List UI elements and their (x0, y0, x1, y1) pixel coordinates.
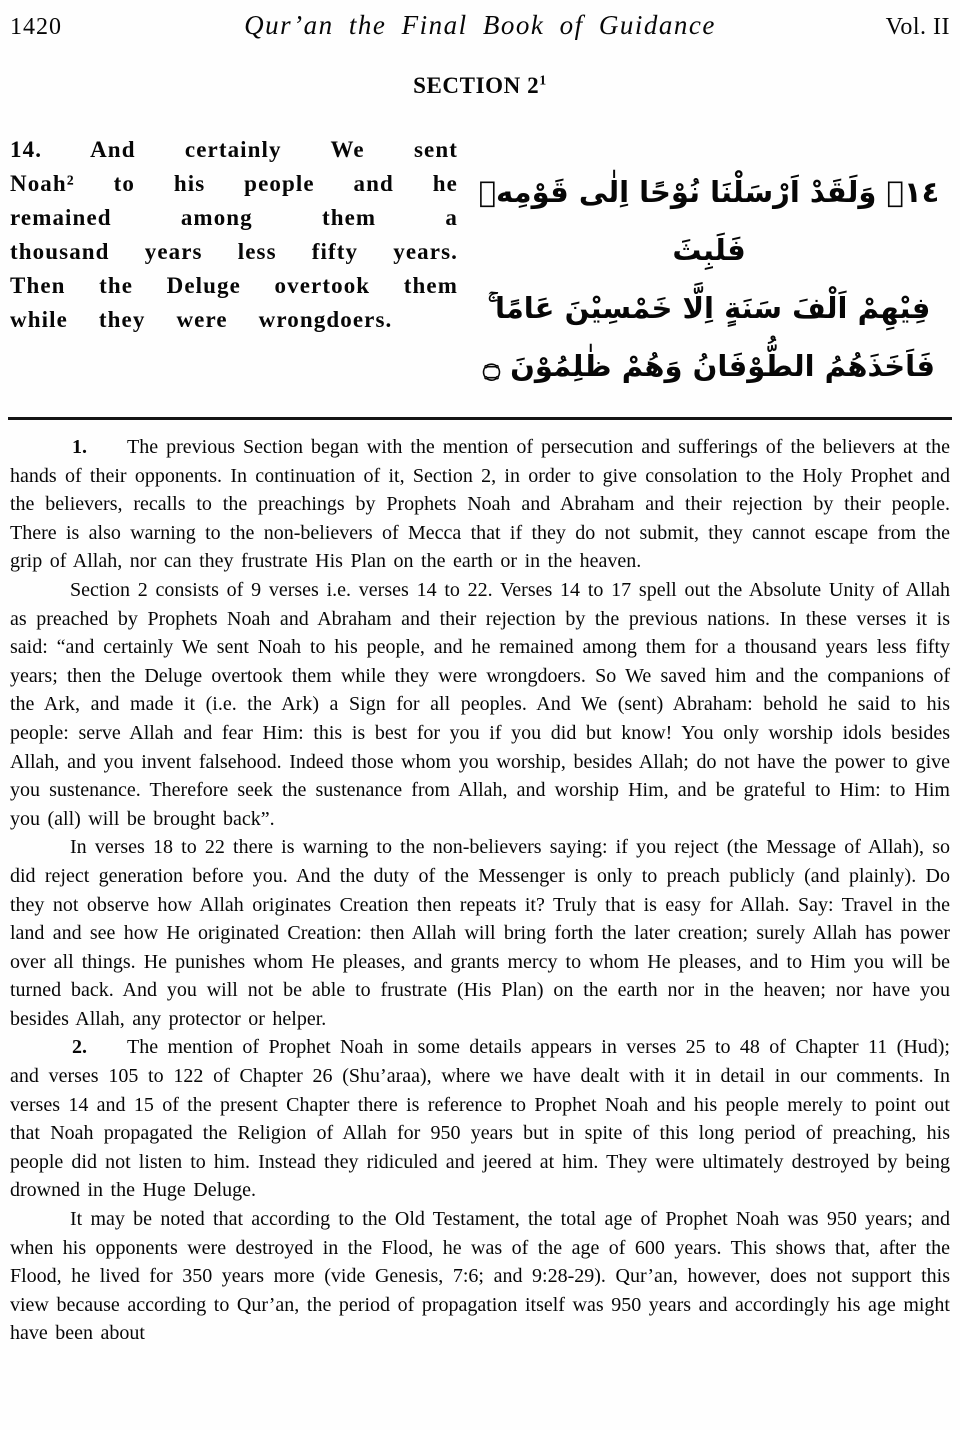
commentary-paragraph: In verses 18 to 22 there is warning to the non-believers saying: if you reject (the Message of Allah), so did reject generation before you. And the duty of the Messenger is only to preach publicly (and plainly). Do they not observe how Allah originates Creation then repeats it? Truly that is easy for Allah. Say: Travel in the land and see how He originated Creation: then Allah will bring forth the later creation; surely Allah has power over all things. He punishes whom He pleases, and grants mercy to whom He pleases, and to Him you will be turned back. And you will not be able to frustrate (His Plan) on the earth nor in the heaven; nor have you besides Allah, any protector or helper. (10, 836, 950, 1030)
arabic-line: فِيْهِمْ اَلْفَ سَنَةٍ اِلَّا خَمْسِيْنَ عَامًا ۚ (487, 291, 931, 325)
book-title: Qur’an the Final Book of Guidance (244, 10, 716, 40)
page-number: 1420 (10, 14, 62, 40)
paragraph-text: The mention of Prophet Noah in some details appears in verses 25 to 48 of Chapter 11 (Hud); and verses 105 to 122 of Chapter 26 (Shu’araa), where we have dealt with it in detail in our comments. In verses 14 and 15 of the present Chapter there is reference to Prophet Noah and his people merely to point out that Noah propagated the Religion of Allah for 950 years but in spite of this long period of preaching, his people did not listen to him. Instead they ridiculed and jeered at him. They were ultimately destroyed by being drowned in the Huge Deluge. (10, 1036, 950, 1202)
arabic-line: ١٤۔ وَلَقَدْ اَرْسَلْنَا نُوْحًا اِلٰى قَوْمِهٖ فَلَبِثَ (478, 175, 940, 267)
footnote-number: 1. (72, 436, 87, 458)
commentary (8, 433, 952, 1348)
section-heading (8, 73, 952, 99)
paragraph-text: The previous Section began with the mention of persecution and sufferings of the believers at the hands of their opponents. In continuation of it, Section 2, in order to give consolation to the Holy Prophet and the believers, recalls to the preachings by Prophets Noah and Abraham and their rejection by their people. There is also warning to the non-believers of Mecca that if they do not submit, they cannot escape from the grip of Allah, nor can they frustrate His Plan on the earth or in the heaven. (10, 436, 950, 573)
section-divider (8, 417, 952, 420)
arabic-line: فَاَخَذَهُمُ الطُّوْفَانُ وَهُمْ ظٰلِمُوْنَ ۝ (482, 349, 936, 383)
section-heading-text: SECTION 2 (413, 73, 540, 98)
page-header (8, 6, 952, 41)
footnote-number: 2. (72, 1036, 87, 1059)
verse-arabic-text (458, 133, 950, 395)
commentary-paragraph: Section 2 consists of 9 verses i.e. verses 14 to 22. Verses 14 to 17 spell out the Absolute Unity of Allah as preached by Prophets Noah and Abraham and their rejection by the previous nations. In these verses it is said: “and certainly We sent Noah to his people, and he remained among them for a thousand years less fifty years; then the Deluge overtook them while they were wrongdoers. So We saved him and the companions of the Ark, and made it (i.e. the Ark) a Sign for all peoples. And We (sent) Abraham: behold he said to his people: serve Allah and fear Him: this is best for you if you did but know! You only worship idols besides Allah, and you invent falsehood. Indeed those whom you worship, besides Allah; do not have the power to give you sustenance. Therefore seek the sustenance from Allah, and worship Him, and be grateful to Him: to Him you (all) will be brought back”. (10, 578, 950, 830)
commentary-paragraph: It may be noted that according to the Old Testament, the total age of Prophet Noah was 950 years; and when his opponents were destroyed in the Flood, he was of the age of 600 years. This shows that, after the Flood, he lived for 350 years more (vide Genesis, 7:6; and 9:28-29). Qur’an, however, does not support this view because according to Qur’an, the period of propagation itself was 950 years and accordingly his age might have been about (10, 1208, 950, 1345)
volume-label: Vol. II (885, 14, 950, 40)
section-heading-footnote-ref: 1 (539, 73, 547, 89)
verse-row (8, 133, 952, 395)
commentary-paragraph (10, 433, 950, 576)
commentary-paragraph (10, 1033, 950, 1205)
verse-english-text: 14. And certainly We sent Noah² to his people and he remained among them a thousand years less fifty years. Then the Deluge overtook them while they were wrongdoers. (10, 137, 458, 332)
